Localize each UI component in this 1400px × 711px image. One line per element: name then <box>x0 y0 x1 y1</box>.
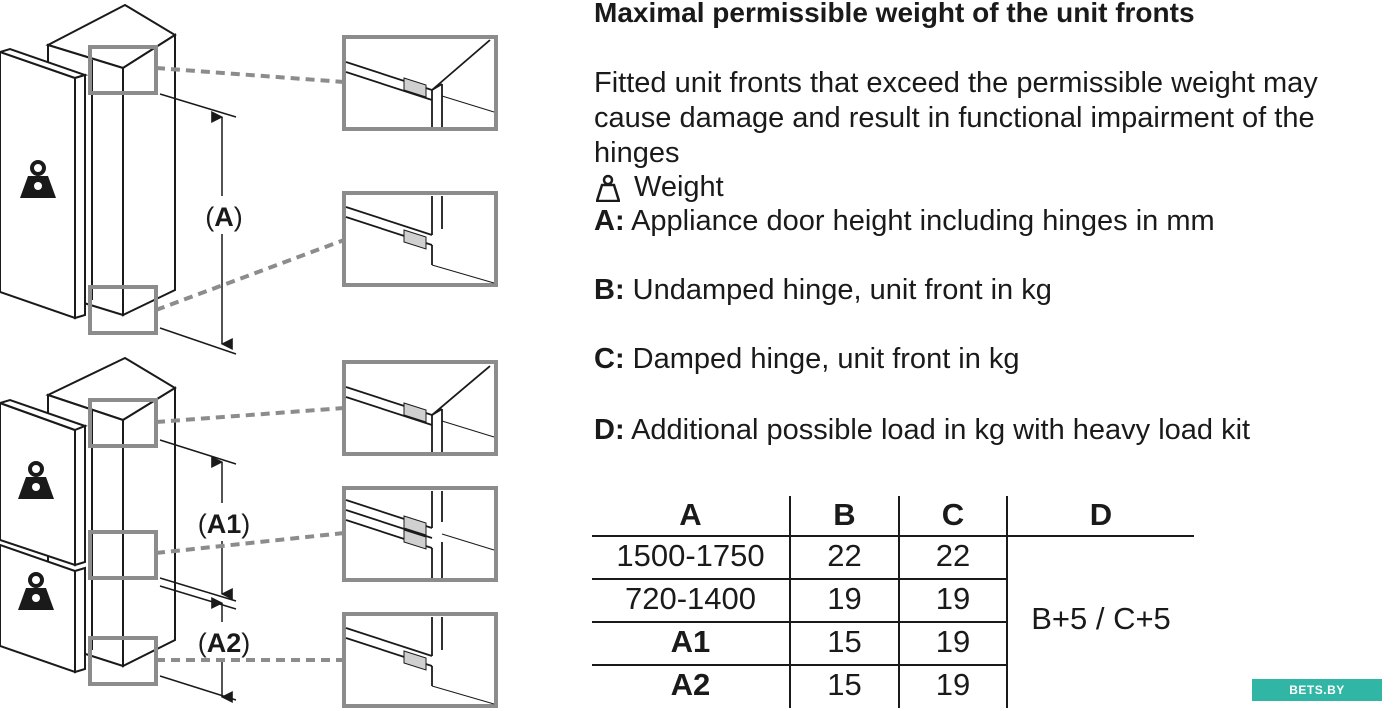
table-header-c: C <box>941 497 965 532</box>
dim-label-a1: (A1) <box>197 509 251 539</box>
watermark: BETS.BY <box>1252 679 1382 701</box>
table-cell-c: 22 <box>935 538 971 573</box>
detail-hinge-top <box>346 40 494 127</box>
table-cell-b: 15 <box>827 624 862 659</box>
weight-legend <box>594 170 724 205</box>
table-cell-a: 1500-1750 <box>616 538 765 573</box>
detail-hinge-lower-bottom <box>346 617 494 704</box>
detail-hinge-lower-top <box>346 366 494 452</box>
table-cell-c: 19 <box>935 581 971 616</box>
table-cell-a: A2 <box>670 667 711 702</box>
definition-b: B: Undamped hinge, unit front in kg <box>594 274 1052 306</box>
description: Fitted unit fronts that exceed the permissible weight may cause damage and result in functional impairment of the hinges <box>594 67 1318 169</box>
table-header-a: A <box>679 497 702 532</box>
table-cell-b: 15 <box>827 667 862 702</box>
table-cell-d: B+5 / C+5 <box>1031 601 1171 636</box>
table-cell-b: 22 <box>827 538 862 573</box>
page-title: Maximal permissible weight of the unit fronts <box>594 0 1195 28</box>
table-cell-c: 19 <box>935 624 971 659</box>
table-cell-b: 19 <box>827 581 862 616</box>
dim-label-a2: (A2) <box>197 628 251 658</box>
table-cell-a: 720-1400 <box>624 581 756 616</box>
weight-icon <box>596 174 620 202</box>
dim-label-a: (A) <box>205 202 243 232</box>
weight-legend-label: Weight <box>634 171 724 203</box>
table-cell-a: A1 <box>670 624 711 659</box>
installation-diagram <box>0 0 590 711</box>
table-header-d: D <box>1089 497 1113 532</box>
definition-a: A: Appliance door height including hinges in mm <box>594 205 1215 237</box>
weight-table <box>592 494 1194 708</box>
detail-hinge-middle <box>346 491 494 578</box>
table-header-b: B <box>833 497 856 532</box>
definition-d: D: Additional possible load in kg with heavy load kit <box>594 414 1251 446</box>
lower-doors <box>0 400 85 672</box>
definition-c: C: Damped hinge, unit front in kg <box>594 343 1020 375</box>
table-cell-c: 19 <box>935 667 971 702</box>
detail-hinge-bottom <box>346 196 494 283</box>
